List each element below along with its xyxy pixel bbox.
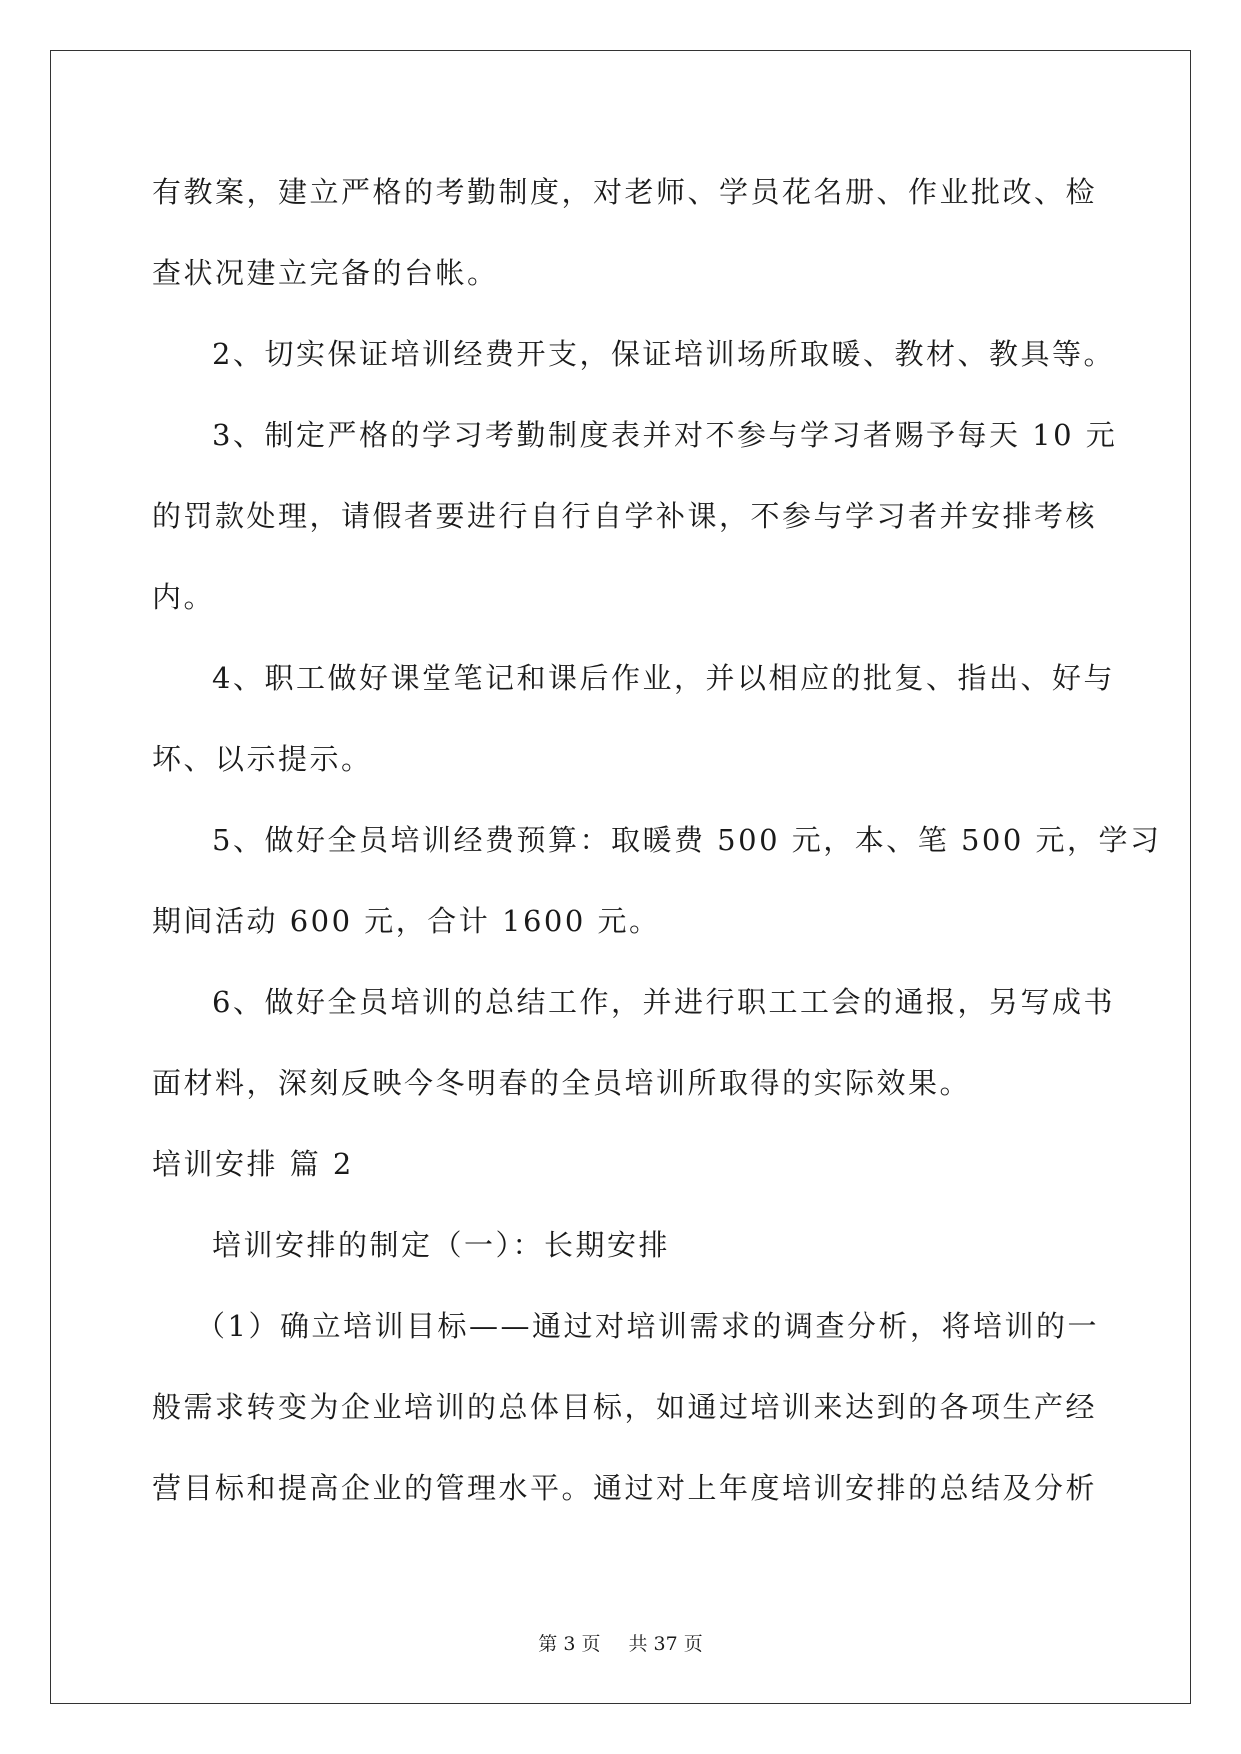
page-border — [50, 50, 1191, 1704]
body-line-4: 3、制定严格的学习考勤制度表并对不参与学习者赐予每天 10 元 — [212, 418, 1118, 452]
body-line-10: 期间活动 600 元，合计 1600 元。 — [152, 904, 661, 938]
page-number: 第 3 页 — [538, 1633, 601, 1655]
page-total: 共 37 页 — [628, 1633, 703, 1655]
body-line-14: 般需求转变为企业培训的总体目标，如通过培训来达到的各项生产经 — [152, 1390, 1098, 1424]
body-line-6: 内。 — [152, 580, 216, 614]
body-line-11: 6、做好全员培训的总结工作，并进行职工工会的通报，另写成书 — [212, 985, 1115, 1019]
body-line-7: 4、职工做好课堂笔记和课后作业，并以相应的批复、指出、好与 — [212, 661, 1115, 695]
body-line-8: 坏、以示提示。 — [152, 742, 373, 776]
body-line-12: 面材料，深刻反映今冬明春的全员培训所取得的实际效果。 — [152, 1066, 972, 1100]
subsection-heading: 培训安排的制定（一）：长期安排 — [212, 1228, 671, 1262]
body-line-1: 有教案，建立严格的考勤制度，对老师、学员花名册、作业批改、检 — [152, 175, 1098, 209]
body-line-9: 5、做好全员培训经费预算：取暖费 500 元，本、笔 500 元，学习 — [212, 823, 1162, 857]
body-line-15: 营目标和提高企业的管理水平。通过对上年度培训安排的总结及分析 — [152, 1471, 1098, 1505]
body-line-2: 查状况建立完备的台帐。 — [152, 256, 499, 290]
page-footer — [0, 1632, 1241, 1656]
body-line-3: 2、切实保证培训经费开支，保证培训场所取暖、教材、教具等。 — [212, 337, 1115, 371]
section-heading: 培训安排 篇 2 — [152, 1147, 354, 1181]
body-line-5: 的罚款处理，请假者要进行自行自学补课，不参与学习者并安排考核 — [152, 499, 1098, 533]
body-line-13: （1）确立培训目标——通过对培训需求的调查分析，将培训的一 — [196, 1309, 1099, 1343]
